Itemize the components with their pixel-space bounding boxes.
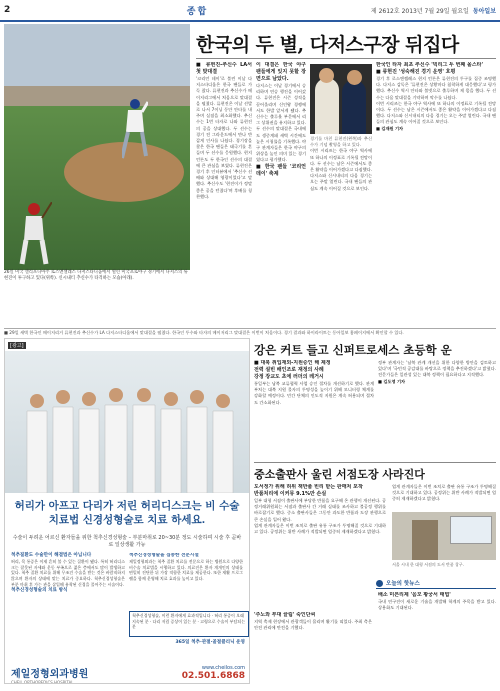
hospital-name: 제일정형외과병원 xyxy=(11,669,89,680)
ad-right-text: 제일정형외과는 척추 질환 치료를 전문으로 하는 병원으로 다양한 비수술 치료법을 시행하고 있다. 의료진은 환자 개개인의 상태를 면밀히 진단한 뒤 가장 적합한 치료를 제공한다. 또한 재활 프로그램을 함께 운영해 치료 효과를 높이고 있다. xyxy=(129,558,243,582)
ad-info-box: 척추신경성형술, 이런 환자에게 효과적입니다 · 허리 통증이 오래 지속된 분 · 다리 저림 증상이 있는 분 · 고령으로 수술이 부담되는 분 xyxy=(129,611,249,637)
ad-clinic-banner: 365일 척추·관절·골절클리닉 운영 xyxy=(175,640,245,645)
players-photo-caption: 경기를 마친 류현진(왼쪽)과 추신수가 기념 촬영을 하고 있다. xyxy=(310,136,372,148)
story3-headline: 중소출판사 울린 서점도장 사라진다 xyxy=(254,468,425,481)
ad-left-title-2: 척추신경성형술의 치료 방식 xyxy=(11,587,68,593)
top-headline: 한국의 두 별, 다저스구장 뒤집다 xyxy=(196,34,459,56)
bottom-story-right xyxy=(378,592,496,682)
bottom-note: ■ 29일 새벽 한국인 메이저리거 류현진과 추신수가 LA 다저스타디움에서 맞대결을 펼쳤다. 한국인 투수와 타자의 메이저리그 맞대결은 이번이 처음이다. 경기 결과와 하이라이트는 동아일보 홈페이지에서 확인할 수 있다. xyxy=(4,328,496,336)
issue-date: 제 2612호 2013년 7월 29일 월요일 xyxy=(370,7,469,15)
ad-left-text: 허리, 목 통증은 이제 흔히 볼 수 있는 질환이 됐다. 특히 허리디스크는 잘못된 자세와 운동 부족으로 젊은 층에서도 많이 발생하고 있다. 척추 질환 치료를 위해 무조건 수술을 받는 것은 바람직하지 않으며 환자의 상태에 맞는 치료가 중요하다. 척추신경성형술은 부분 마취 후 가는 관을 삽입해 유착된 신경을 풀어주는 시술이다. xyxy=(11,558,125,587)
story3-column-1 xyxy=(254,484,386,608)
story2-subhead-1: ■ 대북 취입재외-지원승인 해 제정 xyxy=(254,360,331,366)
ad-right-title: 척추신경성형술을 집중한 전문시설 xyxy=(129,553,199,558)
baseball-photo-caption: 26일 미국 캘리포니아주 로스앤젤레스 다저스타디움에서 열린 미국프로야구 경기에서 다저스의 류현진이 투구하고 있다(위쪽). 신시내티 추신수가 타격하는 모습(아래). xyxy=(4,270,188,281)
hospital-website[interactable]: www.cheilos.com xyxy=(201,665,245,671)
doctors-illustration xyxy=(5,351,249,493)
publisher-name: 동아일보 xyxy=(472,7,496,15)
story2-column-2 xyxy=(378,360,496,460)
article-column-2 xyxy=(256,62,306,324)
story2-headline: 강은 커트 들고 신퍼트로세스 초등학 운 xyxy=(254,343,452,357)
story-divider xyxy=(254,462,496,463)
doctors-group-photo xyxy=(5,351,249,493)
article-text: 다저스는 이날 경기에서 승리하며 연승 행진을 이어갔다. 류현진은 시즌 성적을 끌어올리며 신인왕 경쟁에서도 한발 앞서게 됐다. 추신수는 출루율 부문에서 리그 상위권을 유지하고 있다. 두 선수의 맞대결은 국내에도 생중계돼 새벽 시간에도 높은 시청률을 기록했다. 야구 관계자들은 한국 야구의 위상을 높인 의미 있는 경기였다고 평가했다. xyxy=(256,83,306,163)
column-subhead: 이 대결은 한국 야구 팬들에게 잊지 못할 장면으로 남았다. xyxy=(256,62,306,82)
hospital-contact xyxy=(129,665,245,681)
article-column-4 xyxy=(376,62,496,324)
column-title: 한국인 타자 최초 추신수 '빅리그 두 번째 올스타' xyxy=(376,62,484,68)
column-subhead-3: ■ 류현진 '성숙해진 경기 운영' 호평 xyxy=(376,69,456,75)
hospital-advertisement xyxy=(4,338,250,684)
bottom-right-title: 배소 미픈리제 '음모 황궁서 태법' xyxy=(378,592,451,598)
story2-subhead-2: 전력 설빈 배인조로 재정의 사례 xyxy=(254,367,324,373)
byline: ■ 김재원 기자 xyxy=(376,125,404,131)
page-number: 2 xyxy=(4,5,11,15)
article-text: 이번 시리즈는 한국 야구 역사에 또 하나의 이정표로 기록될 전망이다. 두 선수는 남은 시즌에서도 좋은 활약을 이어가겠다고 다짐했다. 다저스와 신시내티의 다음 경기는 오는 주말 열린다. 국내 팬들의 관심도 계속 이어질 것으로 보인다. xyxy=(310,148,372,191)
page-header xyxy=(0,0,500,22)
headline-rule xyxy=(196,58,496,59)
ad-subheadline: 수술이 두려운 어르신 환자들을 위한 척추신경성형술 – 부분마취로 20~30분 정도 시술하며 시술 후 곧바로 일상생활 가능 xyxy=(12,535,242,548)
story3-subhead: 도서정가 위해 허위 책반품 빈리 받는 판매처 포착 xyxy=(254,484,363,490)
article-text-2: 이번 시리즈는 한국 야구 역사에 또 하나의 이정표로 기록될 전망이다. 두 선수는 남은 시즌에서도 좋은 활약을 이어가겠다고 다짐했다. 다저스와 신시내티의 다음 경기는 오는 주말 열린다. 국내 팬들의 관심도 계속 이어질 것으로 보인다. xyxy=(376,100,496,125)
article-text: 경기 후 로스앤젤레스 현지 언론은 류현진의 투구를 집중 조명했다. 다저스 감독은 '류현진은 상황마다 침착하게 대응했다'고 평가했다. 추신수 역시 안타와 볼넷으로 출루하며 제 몫을 했다. 두 선수는 다음 맞대결을 기약하며 악수를 나눴다. xyxy=(376,76,496,100)
story2-text: 통일부는 남북 교류협력 사업 승인 절차를 개선하기로 했다. 관계 부처는 대북 지원 물자의 투명성을 높이기 위해 모니터링 체계를 강화할 예정이다. 민간 단체의 인도적 지원은 계속 허용되며 절차도 간소화된다. xyxy=(254,381,374,405)
ad-tag: [광고] xyxy=(10,343,24,349)
story3-text-2: 업계 관계자들은 이번 조치로 출판 유통 구조가 투명해질 것으로 기대하고 있다. 공정위는 위반 사례가 적발되면 엄중히 제재하겠다고 밝혔다. xyxy=(254,522,386,535)
story3-subhead-2: 반품처리에 이커뮤 9.1%만 손실 xyxy=(254,491,327,497)
bottom-left-text: 지역 축제 현장에서 관광객들이 몰리며 활기를 띠었다. 주최 측은 안전 관리에 만전을 기했다. xyxy=(254,619,372,631)
hot-news-label: 오늘의 핫뉴스 xyxy=(386,581,420,587)
column-subhead-2: ■ 한국 팬들 '코리언 데이' 축제 xyxy=(256,163,306,177)
bottom-story-left xyxy=(254,612,372,682)
bottom-right-text: 국내 연구진이 새로운 기술을 개발해 학계의 주목을 받고 있다. 상용화도 기대된다. xyxy=(378,599,496,611)
pitcher-figure xyxy=(122,98,148,160)
bookstore-photo-caption: 서울 시내 한 대형 서점의 도서 반품 창구. xyxy=(392,562,464,567)
story3-text-3: 업계 관계자들은 이번 조치로 출판 유통 구조가 투명해질 것으로 기대하고 있다. 공정위는 위반 사례가 적발되면 엄중히 제재하겠다고 밝혔다. xyxy=(392,484,496,502)
hospital-logo xyxy=(11,665,131,684)
section-name: 종합 xyxy=(186,6,209,17)
bottom-left-title: '주노와 부대 끌림' 숙인단씨 xyxy=(254,612,316,618)
story2-column-1 xyxy=(254,360,374,460)
ad-left-column xyxy=(11,553,125,594)
story3-column-2 xyxy=(392,484,496,510)
hospital-name-en: CHEIL ORTHOPEDICS HOSPITAL xyxy=(11,680,74,684)
hospital-phone: 02.501.6868 xyxy=(181,671,245,681)
lead-title: ■ 류현진-추신수 LA서 첫 맞대결 xyxy=(196,62,252,75)
ad-headline: 허리가 아프고 다리가 저린 허리디스크는 비 수술 치료법 신경성형술로 치료 하세요. xyxy=(14,500,240,526)
article-text: '코리언 데이'로 불린 이날 다저스타디움은 한국 팬들로 가득 찼다. 류현진과 추신수가 메이저리그에서 처음으로 맞대결을 펼쳤다. 류현진은 이날 선발로 나서 7이닝 동안 안타를 내주며 실점을 최소화했다. 추신수는 1번 타자로 나와 류현진의 공을 상대했다. 두 선수는 경기 전 그라운드에서 만나 반갑게 인사를 나눴다. 경기장을 찾은 한국 팬들은 태극기를 흔들며 두 선수를 응원했다. 현지 언론도 두 한국인 선수의 대결에 큰 관심을 보였다. 류현진은 경기 후 인터뷰에서 '추신수 선배와 상대해 영광이었다'고 말했다. 추신수도 '현진이가 정말 좋은 공을 던졌다'며 후배를 칭찬했다. xyxy=(196,76,252,199)
bookstore-photo xyxy=(392,512,496,560)
hot-news-icon xyxy=(376,580,383,587)
players-photo xyxy=(310,64,372,134)
batter-figure xyxy=(18,202,52,266)
story2-subhead-3: 강정 장교도 초에 러더의 레거시 xyxy=(254,374,324,380)
story2-byline: ■ 김도영 기자 xyxy=(378,378,406,384)
hot-news-header xyxy=(376,578,496,589)
story3-text: 일부 대형 서점이 출판사에 부당한 반품을 요구해 온 관행이 개선된다. 공정거래위원회는 서점과 출판사 간 거래 실태를 조사하고 불공정 행위를 바로잡기로 했다. 중소 출판사들은 그동안 과도한 반품과 도장 관행으로 큰 손실을 입어 왔다. xyxy=(254,498,386,522)
story2-text-2: 정부 관계자는 '남북 관계 개선을 위한 다양한 방안을 검토하고 있다'며 '국민적 공감대를 바탕으로 정책을 추진하겠다'고 밝혔다. 전문가들은 일관성 있는 대북 정책이 필요하다고 지적했다. xyxy=(378,360,496,378)
ad-left-title: 척추질환도 수술만이 해결법은 아닙니다 xyxy=(11,553,92,558)
article-column-1 xyxy=(196,62,252,324)
baseball-photo xyxy=(4,24,190,270)
article-column-3 xyxy=(310,136,372,326)
